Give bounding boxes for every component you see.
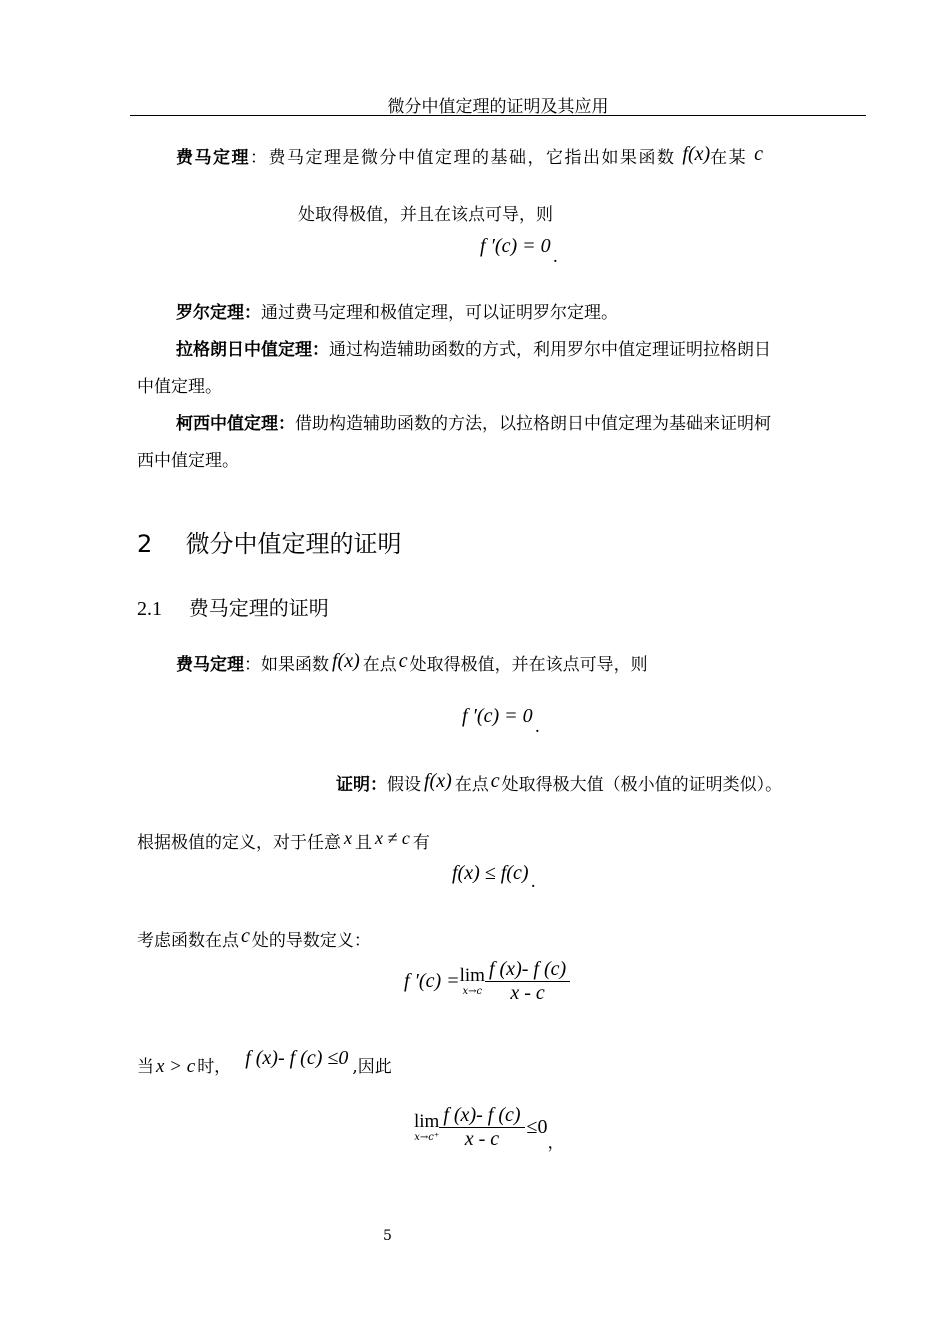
- cauchy-paragraph: [176, 409, 771, 434]
- proof-fx: f(x): [424, 770, 452, 792]
- header-rule: [130, 115, 866, 116]
- fermat-c: c: [754, 143, 765, 165]
- lagrange-continued: 中值定理。: [137, 377, 222, 397]
- right-limit-condition-line: 当 x > c 时， f (x)- f (c) ≤0 ,因此: [137, 1047, 392, 1077]
- right-limit-operator: lim x→c⁺: [414, 1111, 440, 1143]
- cauchy-continued: 西中值定理。: [137, 451, 239, 471]
- theorem-fx: f(x): [332, 650, 360, 672]
- derivative-intro-line: 考虑函数在点 c 处的导数定义：: [137, 925, 371, 951]
- section-2-1-heading: [137, 592, 329, 621]
- quotient-numerator: f (x)- f (c): [485, 958, 570, 982]
- page-number: 5: [383, 1228, 392, 1244]
- limit-operator: lim x→c: [459, 965, 485, 997]
- quotient-denominator: x - c: [510, 982, 545, 1004]
- when-condition: x > c: [156, 1056, 196, 1077]
- def-x: x: [344, 828, 352, 848]
- proof-line: 证明：假设 f(x) 在点 c 处取得极大值（极小值的证明类似）。: [336, 770, 783, 795]
- when-inequality: f (x)- f (c) ≤0: [245, 1047, 349, 1069]
- section-2-1-number: 2.1: [137, 598, 162, 620]
- proof-c: c: [490, 770, 500, 792]
- cauchy-label: 柯西中值定理：: [176, 414, 295, 434]
- inequality-formula: f(x) ≤ f(c) .: [452, 862, 536, 892]
- running-header: 微分中值定理的证明及其应用: [387, 97, 609, 117]
- section-2-number: 2: [137, 530, 153, 558]
- fermat-overview-line: [176, 143, 764, 169]
- proof-label: 证明：: [336, 775, 387, 795]
- deriv-c: c: [241, 925, 250, 947]
- theorem-c: c: [398, 650, 408, 672]
- fermat-overview-formula: f ′(c) = 0 .: [480, 235, 559, 267]
- fermat-text: ：费马定理是微分中值定理的基础，它指出如果函数: [250, 148, 676, 168]
- fermat-at: 在某: [710, 148, 748, 168]
- definition-line: 根据极值的定义，对于任意 x 且 x ≠ c 有: [137, 828, 430, 853]
- lagrange-label: 拉格朗日中值定理：: [176, 340, 329, 360]
- rolle-text: 通过费马定理和极值定理，可以证明罗尔定理。: [261, 303, 618, 323]
- deriv-lhs: f ′(c) =: [404, 970, 460, 992]
- fermat-fx: f(x): [682, 143, 711, 165]
- derivative-definition-formula: [404, 958, 570, 1005]
- lagrange-text: 通过构造辅助函数的方式，利用罗尔中值定理证明拉格朗日: [329, 340, 771, 360]
- rolle-paragraph: [176, 298, 618, 323]
- fermat-overview-line2: 处取得极值，并且在该点可导，则: [298, 205, 553, 225]
- right-difference-quotient: $\frac{f (x)- f (c)}{x - c}$: [439, 1104, 524, 1151]
- section-2-1-title: 费马定理的证明: [188, 596, 329, 620]
- theorem-formula: f ′(c) = 0: [462, 705, 533, 727]
- section-2-title: 微分中值定理的证明: [185, 530, 402, 558]
- fermat-label: 费马定理: [176, 148, 250, 168]
- rolle-label: 罗尔定理：: [176, 303, 261, 323]
- limit-rhs: ≤0: [526, 1116, 548, 1138]
- ineq-fx-le-fc: f(x) ≤ f(c): [452, 862, 529, 884]
- difference-quotient: [485, 958, 570, 1005]
- theorem-label: 费马定理: [176, 655, 244, 675]
- fermat-theorem-line: 费马定理：如果函数 f(x) 在点 c 处取得极值，并在该点可导，则: [176, 650, 648, 675]
- lagrange-paragraph: [176, 335, 771, 360]
- section-2-heading: [137, 524, 402, 559]
- right-limit-formula: lim x→c⁺ $\frac{f (x)- f (c)}{x - c}$ ≤0，: [414, 1104, 565, 1153]
- cauchy-text: 借助构造辅助函数的方法，以拉格朗日中值定理为基础来证明柯: [295, 414, 771, 434]
- fermat-theorem-formula: f ′(c) = 0 .: [462, 705, 541, 737]
- def-condition: x ≠ c: [375, 828, 410, 848]
- formula-derivative-zero: f ′(c) = 0: [480, 235, 551, 257]
